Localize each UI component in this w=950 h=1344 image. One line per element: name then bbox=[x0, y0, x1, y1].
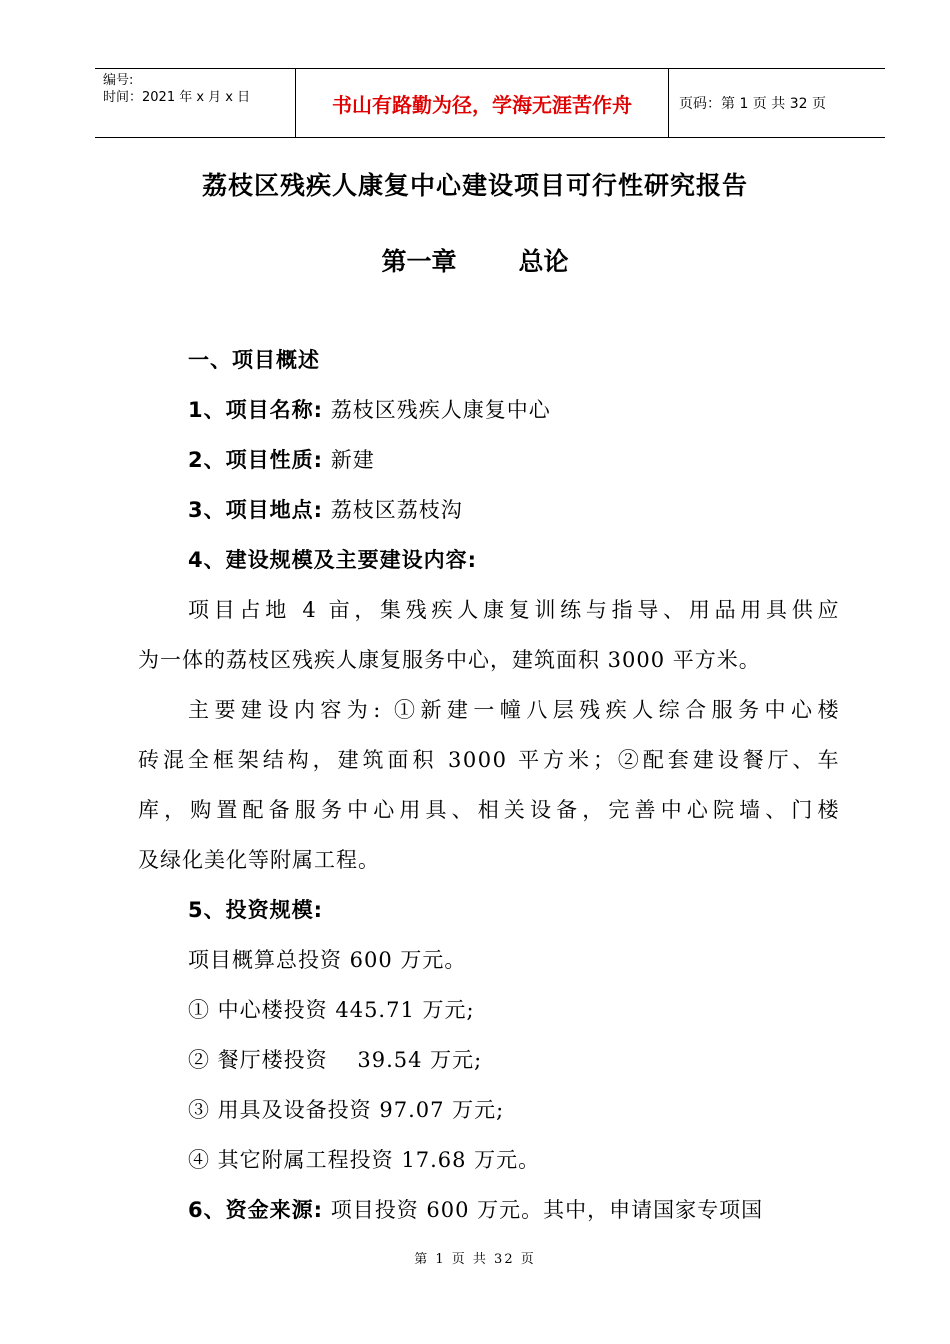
paragraph-line: 为一体的荔枝区残疾人康复服务中心，建筑面积 3000 平方米。 bbox=[138, 648, 761, 672]
chapter-heading bbox=[0, 242, 950, 278]
item-scale-heading: 4、建设规模及主要建设内容: bbox=[188, 548, 478, 572]
item-value: 荔枝区荔枝沟 bbox=[330, 498, 463, 522]
item-label: 2、项目性质: bbox=[188, 448, 324, 472]
header-meta bbox=[95, 69, 296, 137]
header-page-info bbox=[669, 69, 885, 137]
item-investment-heading: 5、投资规模: bbox=[188, 898, 324, 922]
item-project-nature bbox=[188, 444, 375, 474]
item-fund-source bbox=[188, 1194, 763, 1224]
header-motto bbox=[296, 69, 669, 137]
page-footer: 第 1 页 共 32 页 bbox=[414, 1252, 536, 1267]
item-project-name bbox=[188, 394, 551, 424]
item-label: 1、项目名称: bbox=[188, 398, 324, 422]
item-label: 3、项目地点: bbox=[188, 498, 324, 522]
investment-total: 项目概算总投资 600 万元。 bbox=[188, 948, 467, 972]
paragraph-line: 项目占地 4 亩，集残疾人康复训练与指导、用品用具供应 bbox=[188, 598, 840, 622]
document-title: 荔枝区残疾人康复中心建设项目可行性研究报告 bbox=[201, 171, 748, 200]
paragraph-line: 砖混全框架结构，建筑面积 3000 平方米；②配套建设餐厅、车 bbox=[138, 748, 840, 772]
paragraph-line: 主要建设内容为: ①新建一幢八层残疾人综合服务中心楼 bbox=[188, 698, 840, 722]
page-header bbox=[95, 68, 885, 138]
paragraph-line: 库，购置配备服务中心用具、相关设备，完善中心院墙、门楼 bbox=[138, 798, 840, 822]
item-value: 荔枝区残疾人康复中心 bbox=[330, 398, 551, 422]
investment-line-2: ② 餐厅楼投资 39.54 万元; bbox=[188, 1048, 483, 1072]
investment-line-3: ③ 用具及设备投资 97.07 万元; bbox=[188, 1098, 505, 1122]
motto-text: 书山有路勤为径，学海无涯苦作舟 bbox=[332, 92, 632, 117]
chapter-number: 第一章 bbox=[381, 247, 457, 276]
item-value: 新建 bbox=[330, 448, 375, 472]
section-heading-overview: 一、项目概述 bbox=[188, 348, 320, 372]
item-label: 6、资金来源: bbox=[188, 1198, 324, 1222]
time-label: 时间：2021 年 x 月 x 日 bbox=[103, 90, 251, 105]
item-project-location bbox=[188, 494, 463, 524]
code-label: 编号: bbox=[103, 73, 134, 88]
item-value: 项目投资 600 万元。其中，申请国家专项国 bbox=[330, 1198, 764, 1222]
paragraph-line: 及绿化美化等附属工程。 bbox=[138, 848, 380, 872]
chapter-title: 总论 bbox=[518, 247, 569, 276]
page-info-text: 页码：第 1 页 共 32 页 bbox=[679, 96, 826, 112]
investment-line-1: ① 中心楼投资 445.71 万元; bbox=[188, 998, 475, 1022]
investment-line-4: ④ 其它附属工程投资 17.68 万元。 bbox=[188, 1148, 541, 1172]
